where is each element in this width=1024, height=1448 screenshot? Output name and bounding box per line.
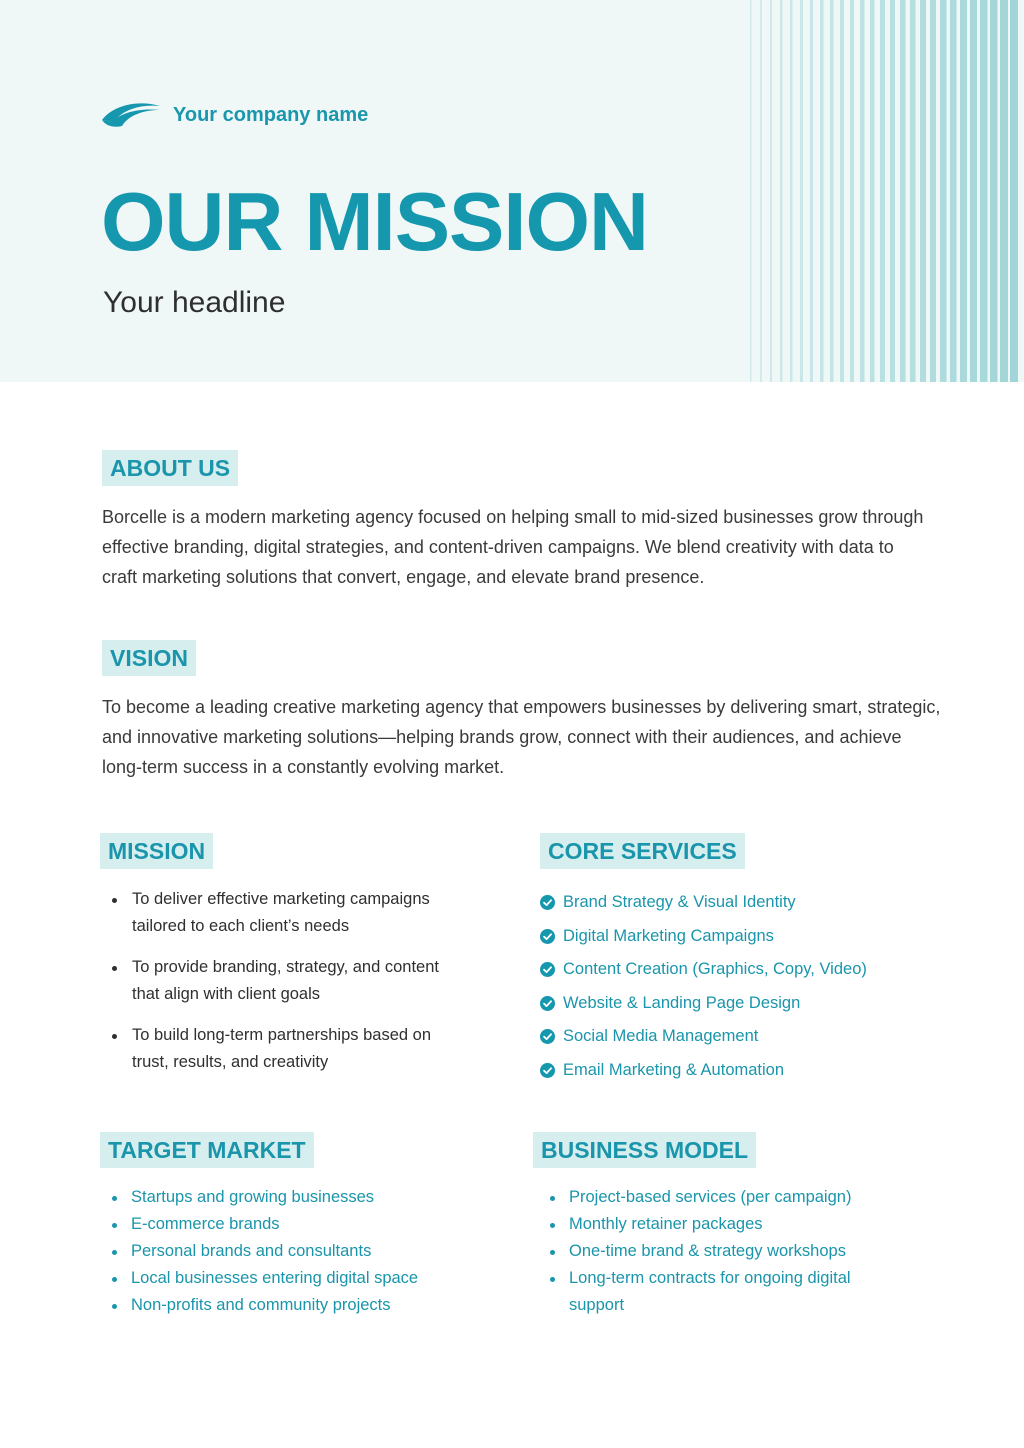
bullet-icon (112, 1034, 117, 1039)
stripe-line (850, 0, 854, 382)
list-item: Startups and growing businesses (103, 1184, 483, 1211)
stripe-line (890, 0, 895, 382)
list-item: Project-based services (per campaign) (541, 1184, 891, 1211)
check-circle-icon (540, 929, 555, 944)
vision-text: To become a leading creative marketing agency that empowers businesses by delivering smart, strategic, and innovative marketing solutions—helping brands grow, connect with their audiences, and achieve long-term success in a constantly evolving market. (102, 697, 941, 777)
list-item: Brand Strategy & Visual Identity (540, 886, 867, 920)
bullet-icon (550, 1250, 555, 1255)
bullet-icon (112, 1223, 117, 1228)
stripe-line (930, 0, 936, 382)
business-model-list (541, 1184, 891, 1319)
swoosh-logo-icon (100, 100, 162, 130)
bullet-icon (112, 1250, 117, 1255)
list-item: Personal brands and consultants (103, 1238, 483, 1265)
list-item: Long-term contracts for ongoing digital support (541, 1265, 891, 1319)
stripe-line (840, 0, 844, 382)
stripe-line (940, 0, 947, 382)
stripe-line (800, 0, 803, 382)
company-logo (100, 100, 368, 130)
stripe-line (770, 0, 772, 382)
list-item: One-time brand & strategy workshops (541, 1238, 891, 1265)
check-circle-icon (540, 895, 555, 910)
page-title: OUR MISSION (101, 175, 648, 268)
list-item: E-commerce brands (103, 1211, 483, 1238)
list-item: Digital Marketing Campaigns (540, 920, 867, 954)
stripe-line (990, 0, 998, 382)
bullet-icon (112, 1277, 117, 1282)
list-item: Content Creation (Graphics, Copy, Video) (540, 953, 867, 987)
stripe-line (780, 0, 783, 382)
mission-heading: MISSION (100, 833, 213, 869)
mission-list (106, 886, 466, 1090)
list-item: Local businesses entering digital space (103, 1265, 483, 1292)
stripe-line (860, 0, 865, 382)
stripe-pattern (740, 0, 1024, 382)
stripe-line (790, 0, 793, 382)
company-name: Your company name (173, 103, 369, 126)
bullet-icon (112, 1196, 117, 1201)
stripe-line (980, 0, 988, 382)
stripe-line (960, 0, 967, 382)
core-services-list (540, 886, 867, 1087)
bullet-icon (550, 1196, 555, 1201)
check-circle-icon (540, 996, 555, 1011)
list-item: Email Marketing & Automation (540, 1054, 867, 1088)
business-model-heading: BUSINESS MODEL (533, 1132, 756, 1168)
target-market-heading: TARGET MARKET (100, 1132, 314, 1168)
stripe-line (910, 0, 916, 382)
list-item: To deliver effective marketing campaigns tailored to each client’s needs (106, 886, 466, 940)
list-item: To build long-term partnerships based on trust, results, and creativity (106, 1022, 466, 1076)
stripe-line (880, 0, 885, 382)
stripe-line (1000, 0, 1008, 382)
stripe-line (970, 0, 977, 382)
stripe-line (1010, 0, 1018, 382)
check-circle-icon (540, 1029, 555, 1044)
bullet-icon (112, 1304, 117, 1309)
list-item: Website & Landing Page Design (540, 987, 867, 1021)
core-services-heading: CORE SERVICES (540, 833, 745, 869)
page-headline: Your headline (103, 286, 286, 319)
bullet-icon (112, 898, 117, 903)
stripe-line (830, 0, 834, 382)
stripe-line (820, 0, 824, 382)
list-item: Social Media Management (540, 1020, 867, 1054)
header-banner (0, 0, 1024, 382)
stripe-line (750, 0, 752, 382)
target-market-list (103, 1184, 483, 1319)
stripe-line (810, 0, 813, 382)
about-us-heading: ABOUT US (102, 450, 238, 486)
check-circle-icon (540, 962, 555, 977)
stripe-line (760, 0, 762, 382)
about-us-text: Borcelle is a modern marketing agency focused on helping small to mid-sized businesses grow through effective branding, digital strategies, and content-driven campaigns. We blend creativity with data to craft marketing solutions that convert, engage, and elevate brand presence. (102, 507, 924, 587)
check-circle-icon (540, 1063, 555, 1078)
bullet-icon (112, 966, 117, 971)
vision-heading: VISION (102, 640, 196, 676)
bullet-icon (550, 1223, 555, 1228)
stripe-line (900, 0, 906, 382)
bullet-icon (550, 1277, 555, 1282)
stripe-line (870, 0, 875, 382)
list-item: Non-profits and community projects (103, 1292, 483, 1319)
list-item: To provide branding, strategy, and content that align with client goals (106, 954, 466, 1008)
stripe-line (920, 0, 926, 382)
stripe-line (950, 0, 957, 382)
list-item: Monthly retainer packages (541, 1211, 891, 1238)
